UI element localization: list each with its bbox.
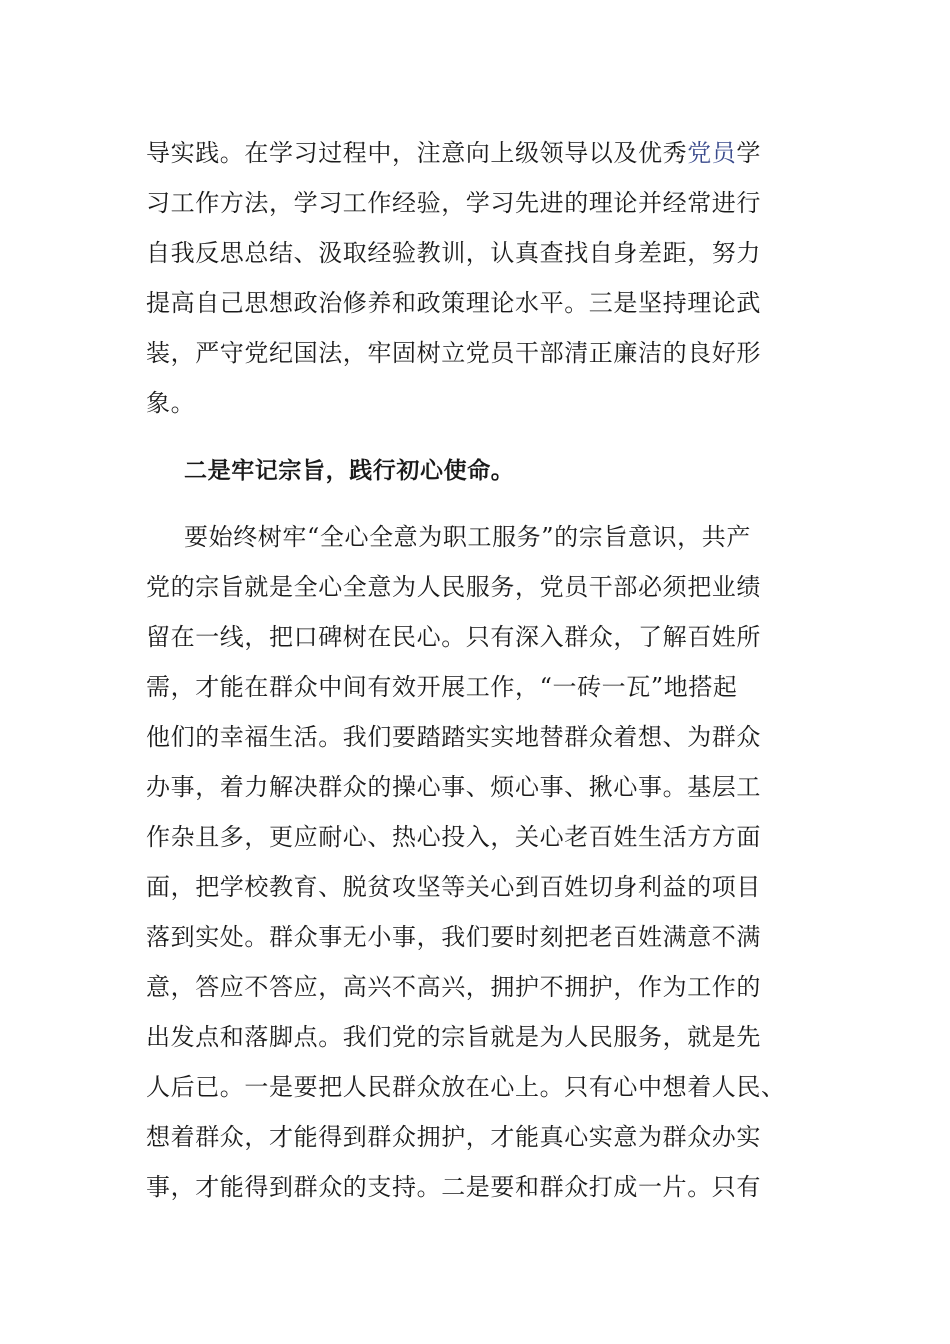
- paragraph-line: 需，才能在群众中间有效开展工作，“一砖一瓦”地搭起: [146, 673, 738, 701]
- paragraph-line: 提高自己思想政治修养和政策理论水平。三是坚持理论武: [146, 289, 761, 317]
- paragraph-line: 留在一线，把口碑树在民心。只有深入群众，了解百姓所: [146, 623, 761, 651]
- paragraph-line: 出发点和落脚点。我们党的宗旨就是为人民服务，就是先: [146, 1023, 761, 1051]
- line-text: 学: [736, 139, 762, 167]
- paragraph-line: 要始终树牢“全心全意为职工服务”的宗旨意识，共产: [184, 523, 751, 551]
- paragraph-line: 办事，着力解决群众的操心事、烦心事、揪心事。基层工: [146, 773, 761, 801]
- paragraph-line: 装，严守党纪国法，牢固树立党员干部清正廉洁的良好形: [146, 339, 761, 367]
- paragraph-line: 作杂且多，更应耐心、热心投入，关心老百姓生活方方面: [146, 823, 761, 851]
- paragraph-line: 党的宗旨就是全心全意为人民服务，党员干部必须把业绩: [146, 573, 761, 601]
- paragraph-line: 人后已。一是要把人民群众放在心上。只有心中想着人民、: [146, 1073, 786, 1101]
- party-member-link[interactable]: 党员: [687, 139, 737, 167]
- paragraph-line: 他们的幸福生活。我们要踏踏实实地替群众着想、为群众: [146, 723, 761, 751]
- paragraph-line: [146, 128, 786, 178]
- paragraph-1: [146, 128, 786, 428]
- line-text: 导实践。在学习过程中，注意向上级领导以及优秀: [146, 139, 688, 167]
- paragraph-line: 意，答应不答应，高兴不高兴，拥护不拥护，作为工作的: [146, 973, 761, 1001]
- heading-text: 二是牢记宗旨，践行初心使命。: [184, 458, 515, 484]
- paragraph-line: 面，把学校教育、脱贫攻坚等关心到百姓切身利益的项目: [146, 873, 761, 901]
- section-heading: [146, 446, 786, 496]
- paragraph-line: 习工作方法，学习工作经验，学习先进的理论并经常进行: [146, 189, 761, 217]
- paragraph-line: 事，才能得到群众的支持。二是要和群众打成一片。只有: [146, 1173, 761, 1201]
- paragraph-line: 自我反思总结、汲取经验教训，认真查找自身差距，努力: [146, 239, 761, 267]
- paragraph-line: 落到实处。群众事无小事，我们要时刻把老百姓满意不满: [146, 923, 761, 951]
- paragraph-line: 想着群众，才能得到群众拥护，才能真心实意为群众办实: [146, 1123, 761, 1151]
- paragraph-line: 象。: [146, 389, 196, 417]
- paragraph-2: [146, 512, 786, 1212]
